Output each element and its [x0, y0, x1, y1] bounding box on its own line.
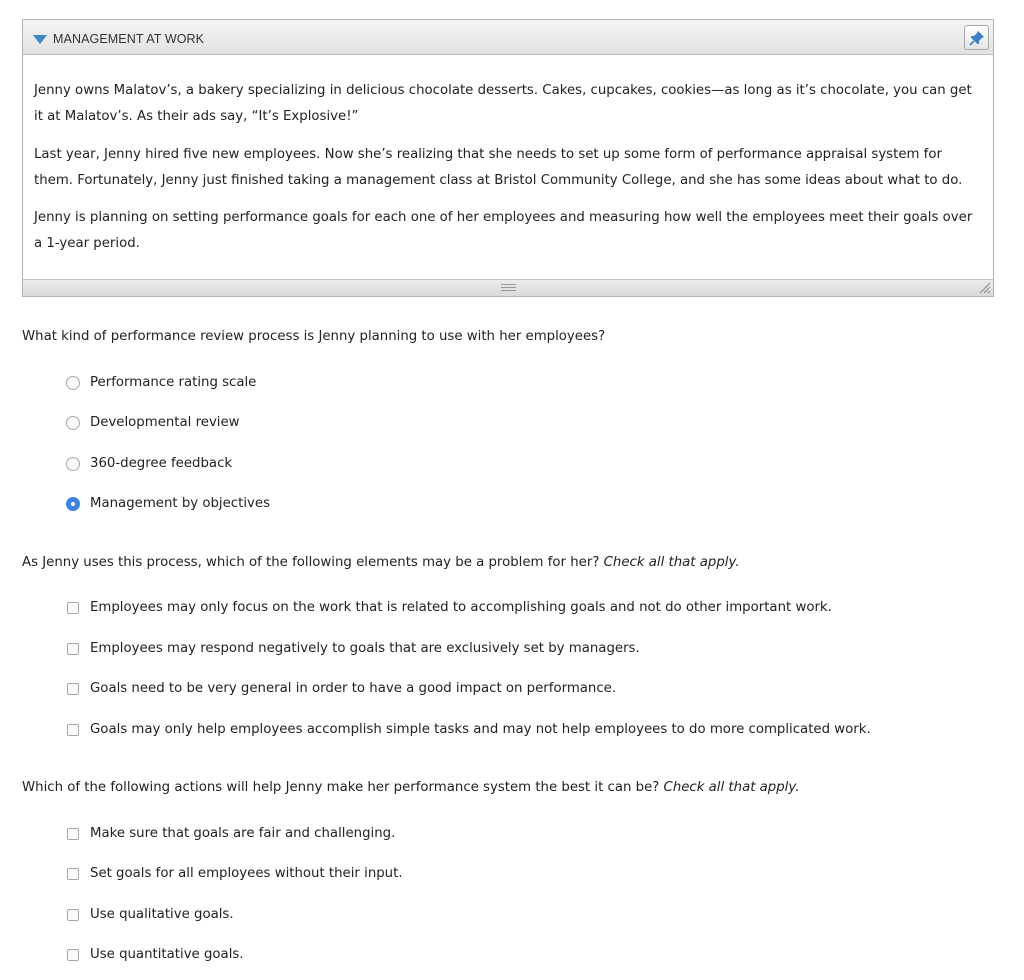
- radio-button[interactable]: [66, 457, 80, 471]
- case-paragraph: Jenny is planning on setting performance goals for each one of her employees and measuring how well the employees meet their goals over a 1-year period.: [34, 210, 973, 251]
- case-panel: [22, 19, 994, 297]
- pin-button[interactable]: [964, 25, 989, 50]
- case-paragraph: Jenny owns Malatov’s, a bakery specializing in delicious chocolate desserts. Cakes, cupcakes, cookies—as long as it’s chocolate, you can get it at Malatov’s. As their ads say, “It’s Explosive!”: [34, 83, 972, 124]
- option-label: Employees may respond negatively to goals that are exclusively set by managers.: [90, 641, 640, 656]
- checkbox[interactable]: [67, 643, 79, 655]
- question-3-prompt: Which of the following actions will help Jenny make her performance system the best it can be? Check all that apply.: [22, 780, 800, 795]
- question-2-prompt: As Jenny uses this process, which of the following elements may be a problem for her? Check all that apply.: [22, 555, 740, 570]
- drag-handle-icon[interactable]: [501, 284, 516, 293]
- radio-button[interactable]: [66, 416, 80, 430]
- panel-header[interactable]: [23, 20, 993, 55]
- panel-body: [23, 55, 993, 281]
- option-label: Use qualitative goals.: [90, 907, 234, 922]
- radio-button[interactable]: [66, 376, 80, 390]
- option-label: 360-degree feedback: [90, 456, 233, 471]
- checkbox[interactable]: [67, 868, 79, 880]
- option-label: Management by objectives: [90, 496, 271, 511]
- checkbox[interactable]: [67, 949, 79, 961]
- checkbox[interactable]: [67, 602, 79, 614]
- option-label: Performance rating scale: [90, 375, 257, 390]
- triangle-down-icon[interactable]: [33, 35, 47, 44]
- option-label: Goals may only help employees accomplish simple tasks and may not help employees to do more complicated work.: [90, 722, 871, 737]
- checkbox[interactable]: [67, 724, 79, 736]
- pin-icon: [969, 30, 985, 46]
- check-all-instruction: Check all that apply.: [603, 555, 740, 570]
- checkbox[interactable]: [67, 683, 79, 695]
- panel-title: MANAGEMENT AT WORK: [53, 32, 205, 46]
- option-label: Use quantitative goals.: [90, 947, 244, 962]
- radio-button-selected[interactable]: [66, 497, 80, 511]
- check-all-instruction: Check all that apply.: [663, 780, 800, 795]
- option-label: Employees may only focus on the work that is related to accomplishing goals and not do other important work.: [90, 600, 832, 615]
- resize-grip-icon[interactable]: [979, 282, 991, 294]
- panel-footer: [23, 279, 993, 296]
- option-label: Set goals for all employees without their input.: [90, 866, 403, 881]
- option-label: Developmental review: [90, 415, 240, 430]
- question-1-prompt: What kind of performance review process is Jenny planning to use with her employees?: [22, 329, 606, 344]
- checkbox[interactable]: [67, 828, 79, 840]
- checkbox[interactable]: [67, 909, 79, 921]
- case-paragraph: Last year, Jenny hired five new employees. Now she’s realizing that she needs to set up some form of performance appraisal system for them. Fortunately, Jenny just finished taking a management class at Bristol Community College, and she has some ideas about what to do.: [34, 147, 963, 188]
- option-label: Goals need to be very general in order to have a good impact on performance.: [90, 681, 617, 696]
- option-label: Make sure that goals are fair and challenging.: [90, 826, 396, 841]
